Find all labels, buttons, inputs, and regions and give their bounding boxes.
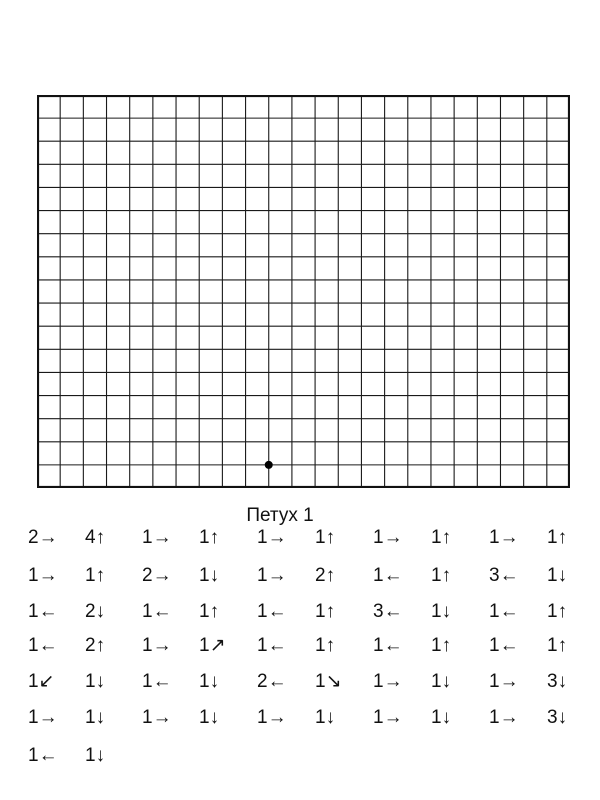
- instruction-step: 1↓: [85, 745, 106, 766]
- instruction-step: 2←: [257, 671, 287, 692]
- instruction-step: 1↓: [431, 707, 452, 728]
- instruction-step: 3↓: [547, 707, 568, 728]
- instruction-step: 2↑: [85, 635, 106, 656]
- instruction-step: 1↓: [85, 671, 106, 692]
- instruction-step: 1←: [142, 671, 172, 692]
- instruction-step: 1→: [257, 707, 287, 728]
- instruction-step: 2↑: [315, 565, 336, 586]
- instruction-step: 1←: [489, 601, 519, 622]
- instruction-step: 3↓: [547, 671, 568, 692]
- instruction-step: 4↑: [85, 527, 106, 548]
- instruction-step: 1↓: [315, 707, 336, 728]
- instruction-step: 1↘: [315, 671, 342, 692]
- instruction-step: 1↑: [315, 601, 336, 622]
- instruction-step: 1→: [28, 707, 58, 728]
- instruction-step: 1↑: [199, 527, 220, 548]
- instruction-step: 1↑: [547, 527, 568, 548]
- instruction-step: 1←: [373, 565, 403, 586]
- instruction-step: 1←: [257, 601, 287, 622]
- instruction-step: 1↓: [199, 565, 220, 586]
- instruction-step: 1←: [28, 601, 58, 622]
- instruction-step: 1←: [373, 635, 403, 656]
- start-point-dot: [265, 461, 273, 469]
- instruction-step: 1→: [142, 635, 172, 656]
- instruction-step: 1↑: [315, 635, 336, 656]
- instruction-step: 1→: [373, 707, 403, 728]
- grid-border: [38, 96, 569, 487]
- instruction-step: 1↓: [199, 671, 220, 692]
- instruction-step: 1↓: [431, 671, 452, 692]
- instruction-step: 1↓: [547, 565, 568, 586]
- instruction-step: 1↑: [547, 635, 568, 656]
- page-title: Петух 1: [246, 505, 314, 526]
- instruction-step: 1↙: [28, 671, 55, 692]
- instruction-step: 1←: [257, 635, 287, 656]
- instruction-step: 1↑: [547, 601, 568, 622]
- instruction-step: 1→: [257, 527, 287, 548]
- instruction-step: 1↑: [315, 527, 336, 548]
- instruction-step: 1←: [489, 635, 519, 656]
- instruction-step: 1→: [28, 565, 58, 586]
- instruction-step: 1←: [28, 635, 58, 656]
- instruction-step: 2→: [142, 565, 172, 586]
- instruction-step: 1→: [373, 527, 403, 548]
- instruction-step: 1↓: [199, 707, 220, 728]
- grid-svg: [37, 95, 570, 488]
- instruction-step: 1→: [489, 527, 519, 548]
- instruction-step: 1↑: [431, 565, 452, 586]
- instruction-step: 1→: [142, 527, 172, 548]
- instruction-step: 1→: [373, 671, 403, 692]
- instruction-step: 1→: [489, 671, 519, 692]
- instruction-step: 1↑: [431, 635, 452, 656]
- instruction-step: 1↑: [85, 565, 106, 586]
- instruction-step: 1←: [28, 745, 58, 766]
- instruction-step: 1↗: [199, 635, 226, 656]
- instruction-step: 1→: [257, 565, 287, 586]
- instruction-step: 3←: [489, 565, 519, 586]
- instruction-step: 1↑: [199, 601, 220, 622]
- instruction-step: 1→: [142, 707, 172, 728]
- instruction-step: 2↓: [85, 601, 106, 622]
- instruction-step: 2→: [28, 527, 58, 548]
- drawing-grid: [37, 95, 570, 488]
- instruction-step: 1→: [489, 707, 519, 728]
- instruction-step: 1↓: [431, 601, 452, 622]
- instruction-step: 1←: [142, 601, 172, 622]
- instruction-step: 3←: [373, 601, 403, 622]
- instruction-step: 1↑: [431, 527, 452, 548]
- instruction-step: 1↓: [85, 707, 106, 728]
